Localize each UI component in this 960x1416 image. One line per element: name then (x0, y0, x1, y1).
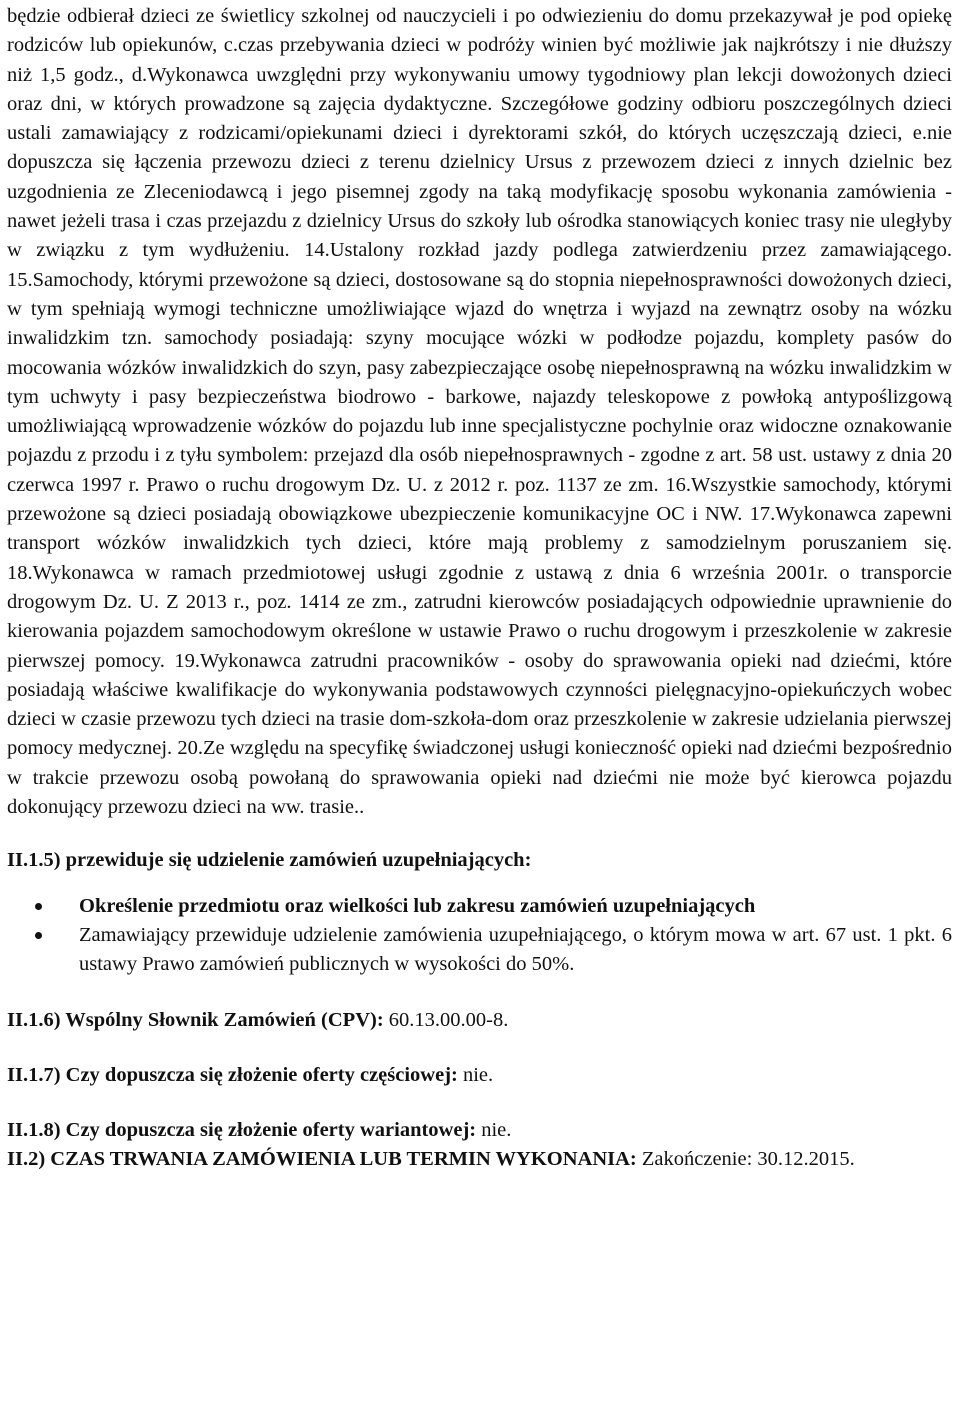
section-ii-1-8 (7, 1116, 952, 1145)
list-item (79, 892, 952, 921)
section-label: II.1.6) Wspólny Słownik Zamówień (CPV): (7, 1008, 384, 1031)
section-ii-2 (7, 1145, 952, 1174)
section-heading-ii-1-5: II.1.5) przewiduje się udzielenie zamówień uzupełniających: (7, 849, 532, 872)
section-value: 60.13.00.00-8. (383, 1008, 509, 1031)
section-ii-1-7 (7, 1061, 952, 1090)
section-value: Zakończenie: 30.12.2015. (636, 1148, 855, 1171)
list-item-text: Zamawiający przewiduje udzielenie zamówienia uzupełniającego, o którym mowa w art. 67 ust. 1 pkt. 6 ustawy Prawo zamówień publicznych w wysokości do 50%. (79, 923, 952, 976)
bullet-icon (35, 921, 43, 950)
section-value: nie. (476, 1119, 512, 1142)
section-label: II.2) CZAS TRWANIA ZAMÓWIENIA LUB TERMIN WYKONANIA: (7, 1148, 637, 1171)
bullet-icon (35, 892, 43, 921)
section-label: II.1.8) Czy dopuszcza się złożenie oferty wariantowej: (7, 1119, 477, 1142)
section-ii-1-6 (7, 1006, 952, 1035)
section-label: II.1.7) Czy dopuszcza się złożenie oferty częściowej: (7, 1063, 458, 1086)
list-item (79, 921, 952, 980)
document-page (7, 2, 952, 1175)
supplementary-orders-list (7, 892, 952, 980)
main-paragraph: będzie odbierał dzieci ze świetlicy szkolnej od nauczycieli i po odwiezieniu do domu przekazywał je pod opiekę rodziców lub opiekunów, c.czas przebywania dzieci w podróży winien być możliwie jak najkrótszy i nie dłuższy niż 1,5 godz., d.Wykonawca uwzględni przy wykonywaniu umowy tygodniowy plan lekcji dowożonych dzieci oraz dni, w których prowadzone są zajęcia dydaktyczne. Szczegółowe godziny odbioru poszczególnych dzieci ustali zamawiający z rodzicami/opiekunami dzieci i dyrektorami szkół, do których uczęszczają dzieci, e.nie dopuszcza się łączenia przewozu dzieci z terenu dzielnicy Ursus z przewozem dzieci z innych dzielnic bez uzgodnienia ze Zleceniodawcą i jego pisemnej zgody na taką modyfikację sposobu wykonania zamówienia - nawet jeżeli trasa i czas przejazdu z dzielnicy Ursus do szkoły lub ośrodka stanowiących koniec trasy nie uległyby w związku z tym wydłużeniu. 14.Ustalony rozkład jazdy podlega zatwierdzeniu przez zamawiającego. 15.Samochody, którymi przewożone są dzieci, dostosowane są do stopnia niepełnosprawności dowożonych dzieci, w tym spełniają wymogi techniczne umożliwiające wjazd do wnętrza i wyjazd na zewnątrz osoby na wózku inwalidzkim tzn. samochody posiadają: szyny mocujące wózki w podłodze pojazdu, komplety pasów do mocowania wózków inwalidzkich do szyn, pasy zabezpieczające osobę niepełnosprawną na wózku inwalidzkim w tym uchwyty i pasy bezpieczeństwa biodrowo - barkowe, najazdy teleskopowe z powłoką antypoślizgową umożliwiającą wprowadzenie wózków do pojazdu lub inne specjalistyczne pochylnie oraz widoczne oznakowanie pojazdu z przodu i z tyłu symbolem: przejazd dla osób niepełnosprawnych - zgodne z art. 58 ust. ustawy z dnia 20 czerwca 1997 r. Prawo o ruchu drogowym Dz. U. z 2012 r. poz. 1137 ze zm. 16.Wszystkie samochody, którymi przewożone są dzieci posiadają obowiązkowe ubezpieczenie komunikacyjne OC i NW. 17.Wykonawca zapewni transport wózków inwalidzkich tych dzieci, które mają problemy z samodzielnym poruszaniem się. 18.Wykonawca w ramach przedmiotowej usługi zgodnie z ustawą z dnia 6 września 2001r. o transporcie drogowym Dz. U. Z 2013 r., poz. 1414 ze zm., zatrudni kierowców posiadających odpowiednie uprawnienie do kierowania pojazdem samochodowym określone w ustawie Prawo o ruchu drogowym i przeszkolenie w zakresie pierwszej pomocy. 19.Wykonawca zatrudni pracowników - osoby do sprawowania opieki nad dziećmi, które posiadają właściwe kwalifikacje do wykonywania podstawowych czynności pielęgnacyjno-opiekuńczych wobec dzieci w czasie przewozu tych dzieci na trasie dom-szkoła-dom oraz przeszkolenie w zakresie udzielania pierwszej pomocy medycznej. 20.Ze względu na specyfikę świadczonej usługi konieczność opieki nad dziećmi bezpośrednio w trakcie przewozu osobą powołaną do sprawowania opieki nad dziećmi nie może być kierowca pojazdu dokonujący przewozu dzieci na ww. trasie.. (7, 5, 952, 819)
list-item-bold-text: Określenie przedmiotu oraz wielkości lub zakresu zamówień uzupełniających (79, 894, 756, 917)
section-value: nie. (457, 1063, 494, 1086)
